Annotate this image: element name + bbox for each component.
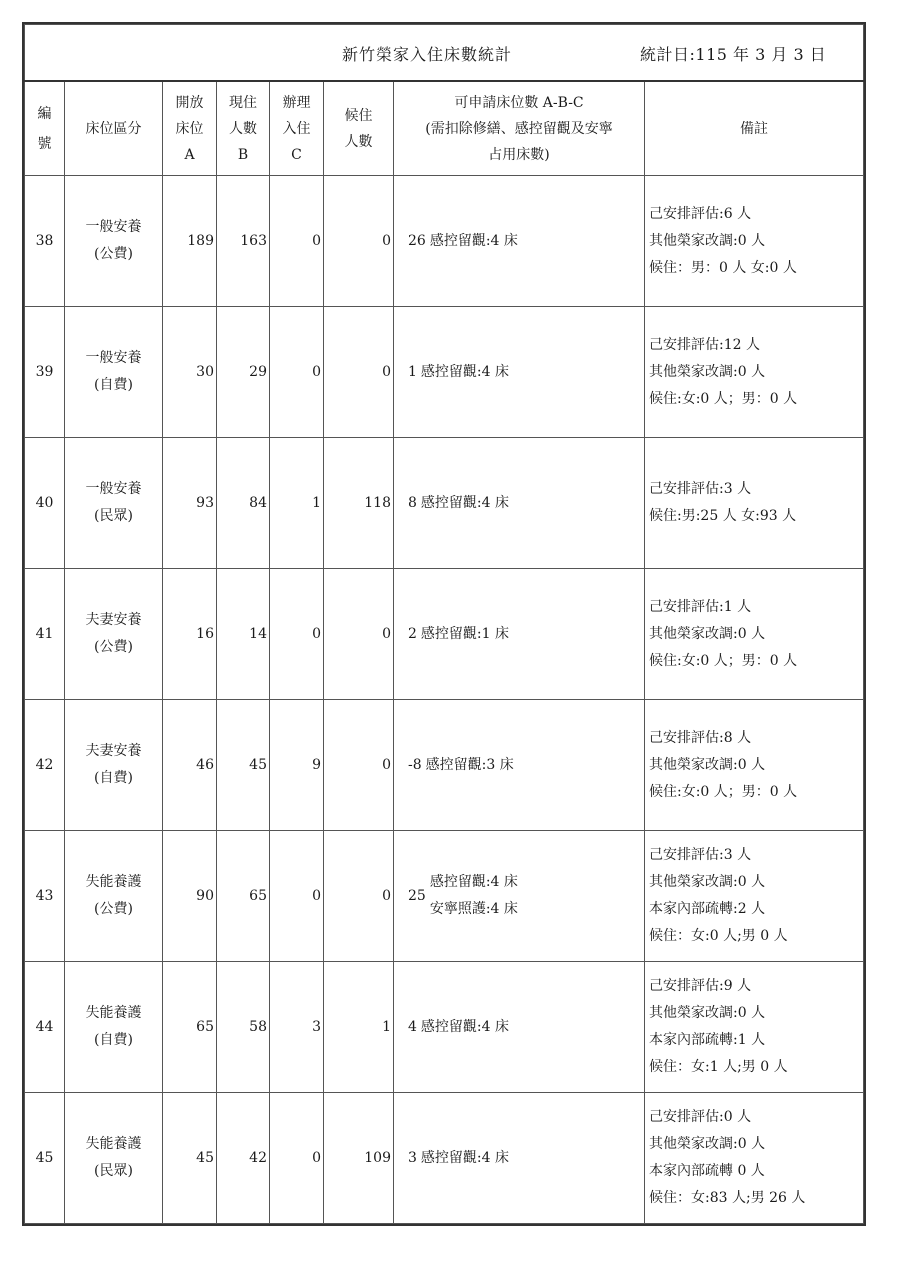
available-note: 感控留觀:4 床 — [429, 874, 518, 890]
row-id: 40 — [25, 438, 65, 569]
row-available: 26 感控留觀:4 床 — [394, 176, 645, 307]
row-open-beds: 45 — [163, 1093, 217, 1224]
header-waiting: 候住 人數 — [324, 81, 394, 176]
row-processing: 0 — [270, 1093, 324, 1224]
remark-line: 己安排評估:1 人 — [649, 598, 752, 615]
remark-line: 候住：女:0 人;男 0 人 — [649, 928, 788, 944]
row-waiting: 109 — [324, 1093, 394, 1224]
table-row — [25, 438, 864, 569]
header-row — [25, 81, 864, 176]
row-zone: 夫妻安養 (公費) — [65, 569, 163, 700]
row-remarks — [645, 176, 864, 307]
row-remarks — [645, 1093, 864, 1224]
table-row — [25, 176, 864, 307]
row-available: 1 感控留觀:4 床 — [394, 307, 645, 438]
row-available: -8 感控留觀:3 床 — [394, 700, 645, 831]
remark-line: 己安排評估:3 人 — [649, 847, 752, 863]
remark-line: 其他榮家改調:0 人 — [649, 232, 766, 249]
row-processing: 1 — [270, 438, 324, 569]
available-notes — [421, 359, 509, 386]
row-current: 29 — [217, 307, 270, 438]
row-waiting: 1 — [324, 962, 394, 1093]
available-note: 安寧照護:4 床 — [429, 901, 518, 917]
row-zone: 一般安養 (自費) — [65, 307, 163, 438]
row-waiting: 0 — [324, 831, 394, 962]
row-current: 45 — [217, 700, 270, 831]
remark-line: 本家內部疏轉 0 人 — [649, 1163, 765, 1179]
available-notes — [421, 1014, 509, 1041]
document-title: 新竹榮家入住床數統計 — [342, 45, 513, 64]
row-available: 2 感控留觀:1 床 — [394, 569, 645, 700]
available-note: 感控留觀:3 床 — [425, 756, 514, 773]
title-row — [25, 25, 864, 82]
remark-line: 候住：女:83 人;男 26 人 — [649, 1190, 806, 1206]
remark-line: 己安排評估:8 人 — [649, 729, 752, 746]
remark-line: 己安排評估:6 人 — [649, 205, 752, 222]
row-open-beds: 46 — [163, 700, 217, 831]
table-row — [25, 962, 864, 1093]
remark-line: 己安排評估:3 人 — [649, 481, 752, 497]
row-zone: 失能養護 (民眾) — [65, 1093, 163, 1224]
remark-line: 候住:女:0 人；男：0 人 — [649, 783, 798, 800]
available-note: 感控留觀:4 床 — [420, 494, 509, 511]
row-processing: 9 — [270, 700, 324, 831]
row-remarks — [645, 307, 864, 438]
table-row — [25, 700, 864, 831]
available-notes — [421, 490, 509, 517]
available-notes — [430, 228, 518, 255]
header-zone: 床位區分 — [65, 81, 163, 176]
statistics-date: 統計日:115 年 3 月 3 日 — [640, 45, 827, 64]
row-processing: 3 — [270, 962, 324, 1093]
available-note: 感控留觀:4 床 — [420, 1149, 509, 1166]
remark-line: 己安排評估:0 人 — [649, 1109, 752, 1125]
bed-statistics-table — [24, 24, 864, 1224]
available-note: 感控留觀:4 床 — [429, 232, 518, 249]
available-notes — [421, 1145, 509, 1172]
available-note: 感控留觀:4 床 — [420, 1018, 509, 1035]
row-waiting: 118 — [324, 438, 394, 569]
row-processing: 0 — [270, 569, 324, 700]
remark-line: 候住:女:0 人；男：0 人 — [649, 652, 798, 669]
row-id: 42 — [25, 700, 65, 831]
row-waiting: 0 — [324, 176, 394, 307]
remark-line: 本家內部疏轉:2 人 — [649, 901, 766, 917]
row-open-beds: 65 — [163, 962, 217, 1093]
row-processing: 0 — [270, 176, 324, 307]
table-row — [25, 569, 864, 700]
row-current: 84 — [217, 438, 270, 569]
row-processing: 0 — [270, 307, 324, 438]
row-available: 4 感控留觀:4 床 — [394, 962, 645, 1093]
remark-line: 己安排評估:9 人 — [649, 978, 752, 994]
available-notes — [421, 621, 509, 648]
remark-line: 其他榮家改調:0 人 — [649, 1136, 766, 1152]
row-zone: 一般安養 (民眾) — [65, 438, 163, 569]
row-current: 58 — [217, 962, 270, 1093]
row-id: 41 — [25, 569, 65, 700]
header-id: 編 號 — [25, 81, 65, 176]
remark-line: 其他榮家改調:0 人 — [649, 1005, 766, 1021]
remark-line: 其他榮家改調:0 人 — [649, 625, 766, 642]
row-id: 45 — [25, 1093, 65, 1224]
row-current: 42 — [217, 1093, 270, 1224]
table-row — [25, 1093, 864, 1224]
row-remarks — [645, 569, 864, 700]
remark-line: 己安排評估:12 人 — [649, 336, 760, 353]
table-row — [25, 307, 864, 438]
row-available: 25 感控留觀:4 床 安寧照護:4 床 — [394, 831, 645, 962]
available-note: 感控留觀:1 床 — [420, 625, 509, 642]
row-waiting: 0 — [324, 700, 394, 831]
bed-statistics-document — [22, 22, 866, 1226]
remark-line: 其他榮家改調:0 人 — [649, 363, 766, 380]
available-notes — [426, 752, 514, 779]
row-id: 38 — [25, 176, 65, 307]
header-available: 可申請床位數 A-B-C (需扣除修繕、感控留觀及安寧 占用床數) — [394, 81, 645, 176]
row-zone: 失能養護 (公費) — [65, 831, 163, 962]
remark-line: 候住:女:0 人；男：0 人 — [649, 390, 798, 407]
header-current: 現住 人數 B — [217, 81, 270, 176]
remark-line: 候住:男:25 人 女:93 人 — [649, 508, 797, 524]
row-zone: 一般安養 (公費) — [65, 176, 163, 307]
remark-line: 其他榮家改調:0 人 — [649, 874, 766, 890]
row-processing: 0 — [270, 831, 324, 962]
header-remarks: 備註 — [645, 81, 864, 176]
row-id: 39 — [25, 307, 65, 438]
row-remarks — [645, 831, 864, 962]
row-zone: 夫妻安養 (自費) — [65, 700, 163, 831]
row-id: 44 — [25, 962, 65, 1093]
table-row — [25, 831, 864, 962]
available-notes — [430, 869, 518, 923]
row-current: 65 — [217, 831, 270, 962]
row-available: 3 感控留觀:4 床 — [394, 1093, 645, 1224]
row-id: 43 — [25, 831, 65, 962]
row-open-beds: 16 — [163, 569, 217, 700]
row-open-beds: 90 — [163, 831, 217, 962]
row-remarks — [645, 700, 864, 831]
remark-line: 本家內部疏轉:1 人 — [649, 1032, 766, 1048]
row-remarks — [645, 438, 864, 569]
header-open-beds: 開放 床位 A — [163, 81, 217, 176]
row-current: 163 — [217, 176, 270, 307]
row-current: 14 — [217, 569, 270, 700]
row-waiting: 0 — [324, 307, 394, 438]
row-waiting: 0 — [324, 569, 394, 700]
remark-line: 候住：男：0 人 女:0 人 — [649, 259, 797, 276]
row-open-beds: 93 — [163, 438, 217, 569]
remark-line: 候住：女:1 人;男 0 人 — [649, 1059, 788, 1075]
row-available: 8 感控留觀:4 床 — [394, 438, 645, 569]
header-processing: 辦理 入住 C — [270, 81, 324, 176]
row-open-beds: 30 — [163, 307, 217, 438]
remark-line: 其他榮家改調:0 人 — [649, 756, 766, 773]
available-note: 感控留觀:4 床 — [420, 363, 509, 380]
row-zone: 失能養護 (自費) — [65, 962, 163, 1093]
row-open-beds: 189 — [163, 176, 217, 307]
row-remarks — [645, 962, 864, 1093]
